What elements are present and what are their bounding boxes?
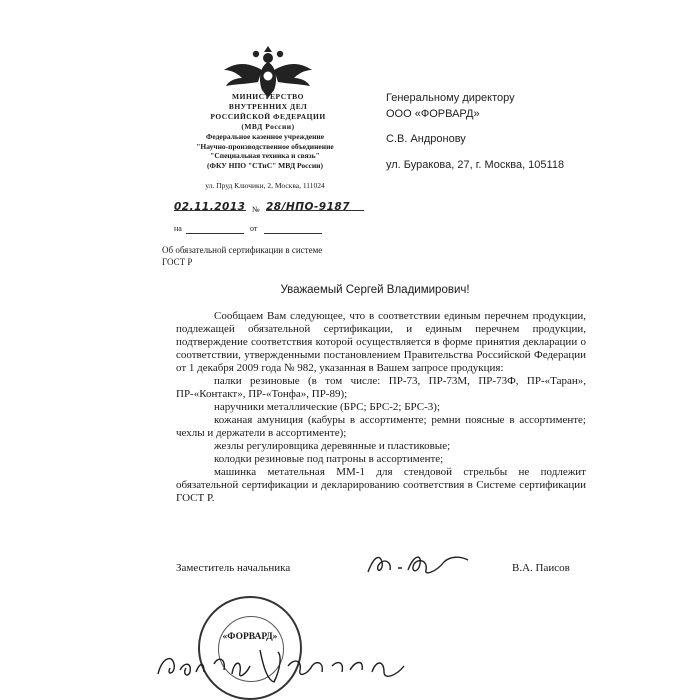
letter-body (176, 310, 586, 505)
stamp-center-text: «ФОРВАРД» (222, 632, 278, 642)
subject-line: Об обязательной сертификации в системе (162, 245, 323, 255)
institution-line: (ФКУ НПО "СТиС" МВД России) (207, 160, 323, 170)
institution-line: Федеральное казенное учреждение (205, 132, 325, 141)
product-item: кожаная амуниция (кабуры в ассортименте; ремни поясные в ассортименте; чехлы и держатели в ассортименте); (176, 414, 586, 439)
institution-name (190, 132, 340, 170)
from-label: от (250, 224, 258, 233)
salutation: Уважаемый Сергей Владимирович! (280, 284, 470, 296)
on-line (186, 224, 244, 234)
handwritten-note (152, 630, 412, 690)
addressee-company: ООО «ФОРВАРД» (386, 108, 480, 120)
reference-number-label: № (252, 205, 260, 214)
addressee-name: С.В. Андронову (386, 133, 466, 145)
on-label: на (174, 224, 182, 233)
letterhead-address: ул. Пруд Ключики, 2, Москва, 111024 (205, 181, 325, 190)
institution-line: "Специальная техника и связь" (210, 151, 320, 160)
ministry-line: МИНИСТЕРСТВО (232, 92, 304, 101)
product-item: наручники металлические (БРС; БРС-2; БРС-3); (214, 401, 441, 413)
institution-line: "Научно-производственное объединение (196, 141, 334, 151)
product-item: машинка метательная ММ-1 для стендовой стрельбы не подлежит обязательной сертификации и декларированию соответствия в Системе сертификации ГОСТ Р. (176, 466, 586, 504)
addressee-position: Генеральному директору (386, 92, 515, 104)
product-item: колодки резиновые под патроны в ассортименте; (214, 453, 444, 465)
ministry-line: ВНУТРЕННИХ ДЕЛ (228, 102, 308, 111)
ministry-name (200, 92, 336, 132)
reference-date: 02.11.2013 (174, 201, 246, 213)
subject (162, 244, 322, 268)
subject-line: ГОСТ Р (162, 257, 193, 267)
signatory-name: В.А. Паисов (512, 562, 570, 574)
ministry-line: РОССИЙСКОЙ ФЕДЕРАЦИИ (210, 112, 326, 121)
product-item: жезлы регулировщика деревянные и пластиковые; (214, 440, 451, 452)
reference-number: 28/НПО-9187 (266, 201, 364, 211)
from-line (264, 224, 322, 234)
body-intro: Сообщаем Вам следующее, что в соответствии единым перечнем продукции, подлежащей обязательной сертификации, и единым перечнем продукции, подтверждение соответствия которой осуществляется в форме принятия декларации о соответствии, утвержденными постановлением Правительства Российской Федерации от 1 декабря 2009 года № 982, указанная в Вашем запросе продукция: (176, 310, 586, 374)
signatory-title: Заместитель начальника (176, 562, 291, 574)
product-item: палки резиновые (в том числе: ПР-73, ПР-73М, ПР-73Ф, ПР-«Таран», ПР-«Контакт», ПР-«Тонфа», ПР-89); (176, 375, 586, 400)
handwritten-signature (364, 548, 474, 580)
addressee-address: ул. Буракова, 27, г. Москва, 105118 (386, 159, 565, 171)
ministry-line: (МВД России) (241, 122, 295, 131)
